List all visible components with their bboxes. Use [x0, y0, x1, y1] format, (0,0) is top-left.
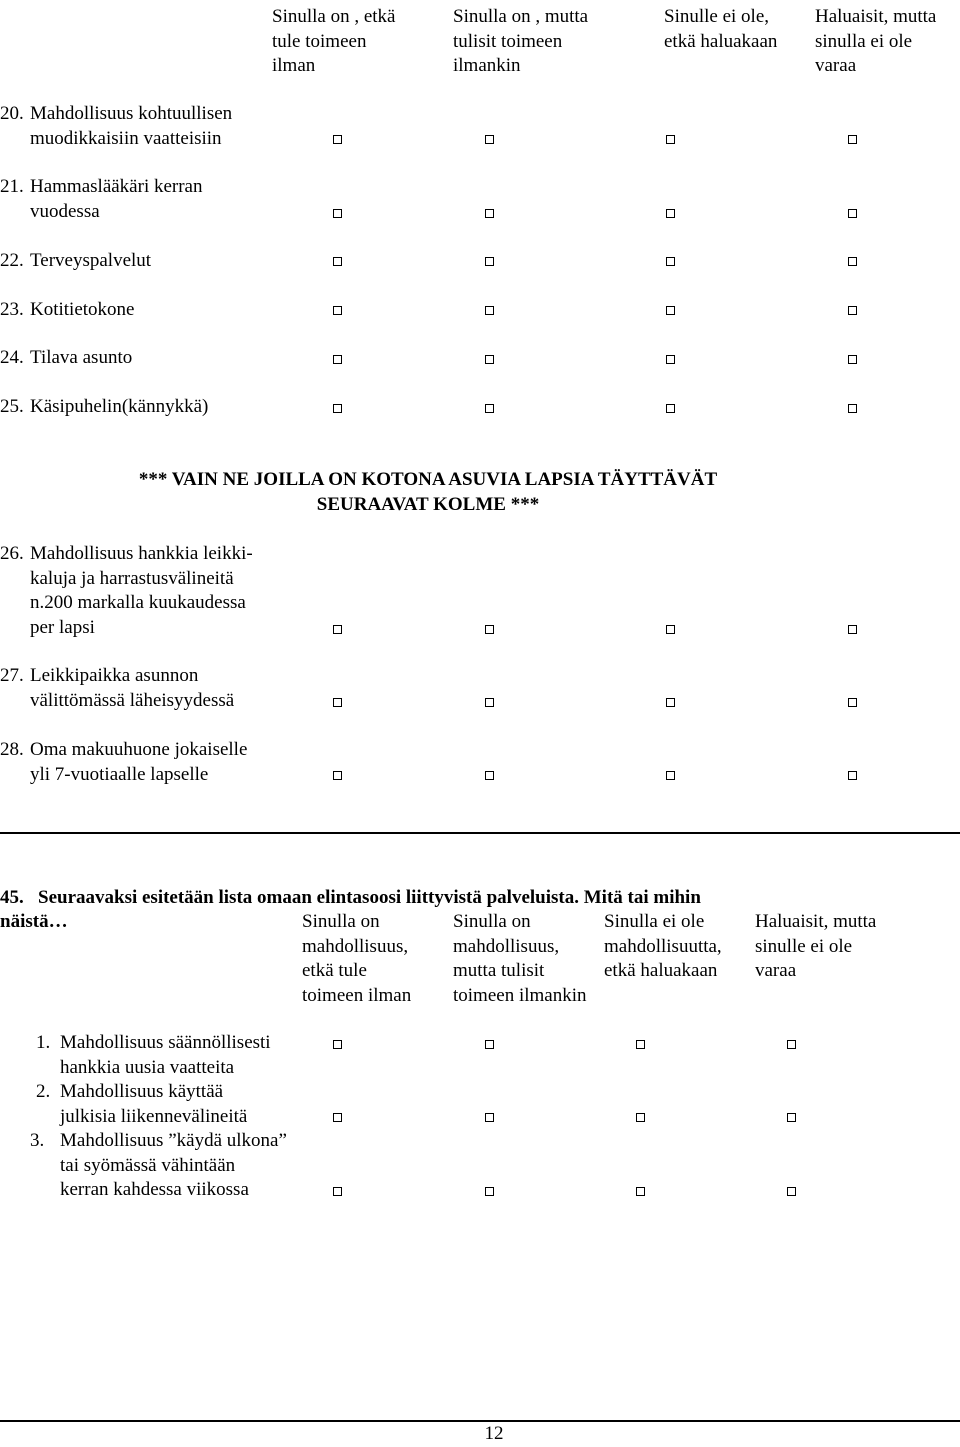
checkbox-26-option-1[interactable] — [333, 625, 342, 634]
checkbox-28-option-2[interactable] — [485, 771, 494, 780]
column-header-1: Sinulla on mahdollisuus, etkä tule toimeen ilman — [302, 911, 412, 1006]
question-number: 45. — [0, 886, 24, 908]
checkbox-27-option-1[interactable] — [333, 698, 342, 707]
question-number: 27. — [0, 665, 24, 686]
question-text: Tilava asunto — [30, 347, 133, 368]
question-number: 21. — [0, 176, 24, 197]
section-divider — [0, 832, 960, 834]
checkbox-26-option-3[interactable] — [666, 625, 675, 634]
checkbox-3-option-1[interactable] — [333, 1187, 342, 1196]
checkbox-2-option-4[interactable] — [787, 1113, 796, 1122]
question-text: Mahdollisuus säännöllisesti hankkia uusia vaatteita — [60, 1032, 271, 1078]
question-text: Hammaslääkäri kerran vuodessa — [30, 176, 203, 222]
checkbox-25-option-2[interactable] — [485, 404, 494, 413]
column-header-3: Sinulle ei ole, etkä haluakaan — [664, 6, 778, 52]
checkbox-21-option-1[interactable] — [333, 209, 342, 218]
checkbox-27-option-3[interactable] — [666, 698, 675, 707]
checkbox-28-option-1[interactable] — [333, 771, 342, 780]
column-header-2: Sinulla on , mutta tulisit toimeen ilmankin — [453, 6, 589, 76]
checkbox-2-option-2[interactable] — [485, 1113, 494, 1122]
column-header-4: Haluaisit, mutta sinulle ei ole varaa — [755, 911, 877, 981]
question-number: 25. — [0, 396, 24, 417]
checkbox-27-option-4[interactable] — [848, 698, 857, 707]
checkbox-20-option-1[interactable] — [333, 135, 342, 144]
question-text: Käsipuhelin(kännykkä) — [30, 396, 209, 417]
question-number: 28. — [0, 739, 24, 760]
checkbox-1-option-4[interactable] — [787, 1040, 796, 1049]
question-text: Mahdollisuus kohtuullisen muodikkaisiin vaatteisiin — [30, 103, 233, 149]
question-text: Seuraavaksi esitetään lista omaan elintasoosi liittyvistä palveluista. Mitä tai mihin näistä… — [0, 886, 701, 932]
checkbox-24-option-1[interactable] — [333, 355, 342, 364]
checkbox-28-option-3[interactable] — [666, 771, 675, 780]
checkbox-22-option-3[interactable] — [666, 257, 675, 266]
checkbox-1-option-1[interactable] — [333, 1040, 342, 1049]
checkbox-3-option-4[interactable] — [787, 1187, 796, 1196]
checkbox-22-option-4[interactable] — [848, 257, 857, 266]
checkbox-25-option-3[interactable] — [666, 404, 675, 413]
question-number: 26. — [0, 543, 24, 564]
question-number: 1. — [36, 1032, 51, 1053]
question-number: 24. — [0, 347, 24, 368]
checkbox-3-option-2[interactable] — [485, 1187, 494, 1196]
checkbox-20-option-4[interactable] — [848, 135, 857, 144]
question-text: Oma makuuhuone jokaiselle yli 7-vuotiaalle lapselle — [30, 739, 248, 785]
checkbox-1-option-2[interactable] — [485, 1040, 494, 1049]
checkbox-21-option-2[interactable] — [485, 209, 494, 218]
question-text: Leikkipaikka asunnon välittömässä läheisyydessä — [30, 665, 235, 711]
column-header-2: Sinulla on mahdollisuus, mutta tulisit toimeen ilmankin — [453, 911, 587, 1006]
checkbox-22-option-1[interactable] — [333, 257, 342, 266]
checkbox-21-option-3[interactable] — [666, 209, 675, 218]
column-header-1: Sinulla on , etkä tule toimeen ilman — [272, 6, 396, 76]
checkbox-24-option-4[interactable] — [848, 355, 857, 364]
checkbox-22-option-2[interactable] — [485, 257, 494, 266]
checkbox-1-option-3[interactable] — [636, 1040, 645, 1049]
checkbox-25-option-1[interactable] — [333, 404, 342, 413]
question-number: 23. — [0, 299, 24, 320]
checkbox-2-option-3[interactable] — [636, 1113, 645, 1122]
question-number: 22. — [0, 250, 24, 271]
checkbox-23-option-2[interactable] — [485, 306, 494, 315]
checkbox-28-option-4[interactable] — [848, 771, 857, 780]
column-header-4: Haluaisit, mutta sinulla ei ole varaa — [815, 6, 937, 76]
checkbox-20-option-2[interactable] — [485, 135, 494, 144]
question-text: Mahdollisuus hankkia leikki- kaluja ja harrastusvälineitä n.200 markalla kuukaudessa per lapsi — [30, 543, 253, 638]
checkbox-24-option-2[interactable] — [485, 355, 494, 364]
question-number: 3. — [30, 1130, 45, 1151]
checkbox-23-option-4[interactable] — [848, 306, 857, 315]
children-notice: *** VAIN NE JOILLA ON KOTONA ASUVIA LAPSIA TÄYTTÄVÄT SEURAAVAT KOLME *** — [138, 469, 718, 515]
checkbox-20-option-3[interactable] — [666, 135, 675, 144]
checkbox-23-option-3[interactable] — [666, 306, 675, 315]
checkbox-21-option-4[interactable] — [848, 209, 857, 218]
question-number: 20. — [0, 103, 24, 124]
checkbox-24-option-3[interactable] — [666, 355, 675, 364]
checkbox-3-option-3[interactable] — [636, 1187, 645, 1196]
question-text: Mahdollisuus ”käydä ulkona” tai syömässä vähintään kerran kahdessa viikossa — [60, 1130, 287, 1200]
question-text: Kotitietokone — [30, 299, 135, 320]
page-number: 12 — [484, 1423, 504, 1444]
checkbox-27-option-2[interactable] — [485, 698, 494, 707]
checkbox-26-option-2[interactable] — [485, 625, 494, 634]
question-number: 2. — [36, 1081, 51, 1102]
checkbox-26-option-4[interactable] — [848, 625, 857, 634]
question-text: Mahdollisuus käyttää julkisia liikennevälineitä — [60, 1081, 248, 1127]
column-header-3: Sinulla ei ole mahdollisuutta, etkä haluakaan — [604, 911, 722, 981]
checkbox-25-option-4[interactable] — [848, 404, 857, 413]
checkbox-2-option-1[interactable] — [333, 1113, 342, 1122]
question-text: Terveyspalvelut — [30, 250, 152, 271]
checkbox-23-option-1[interactable] — [333, 306, 342, 315]
